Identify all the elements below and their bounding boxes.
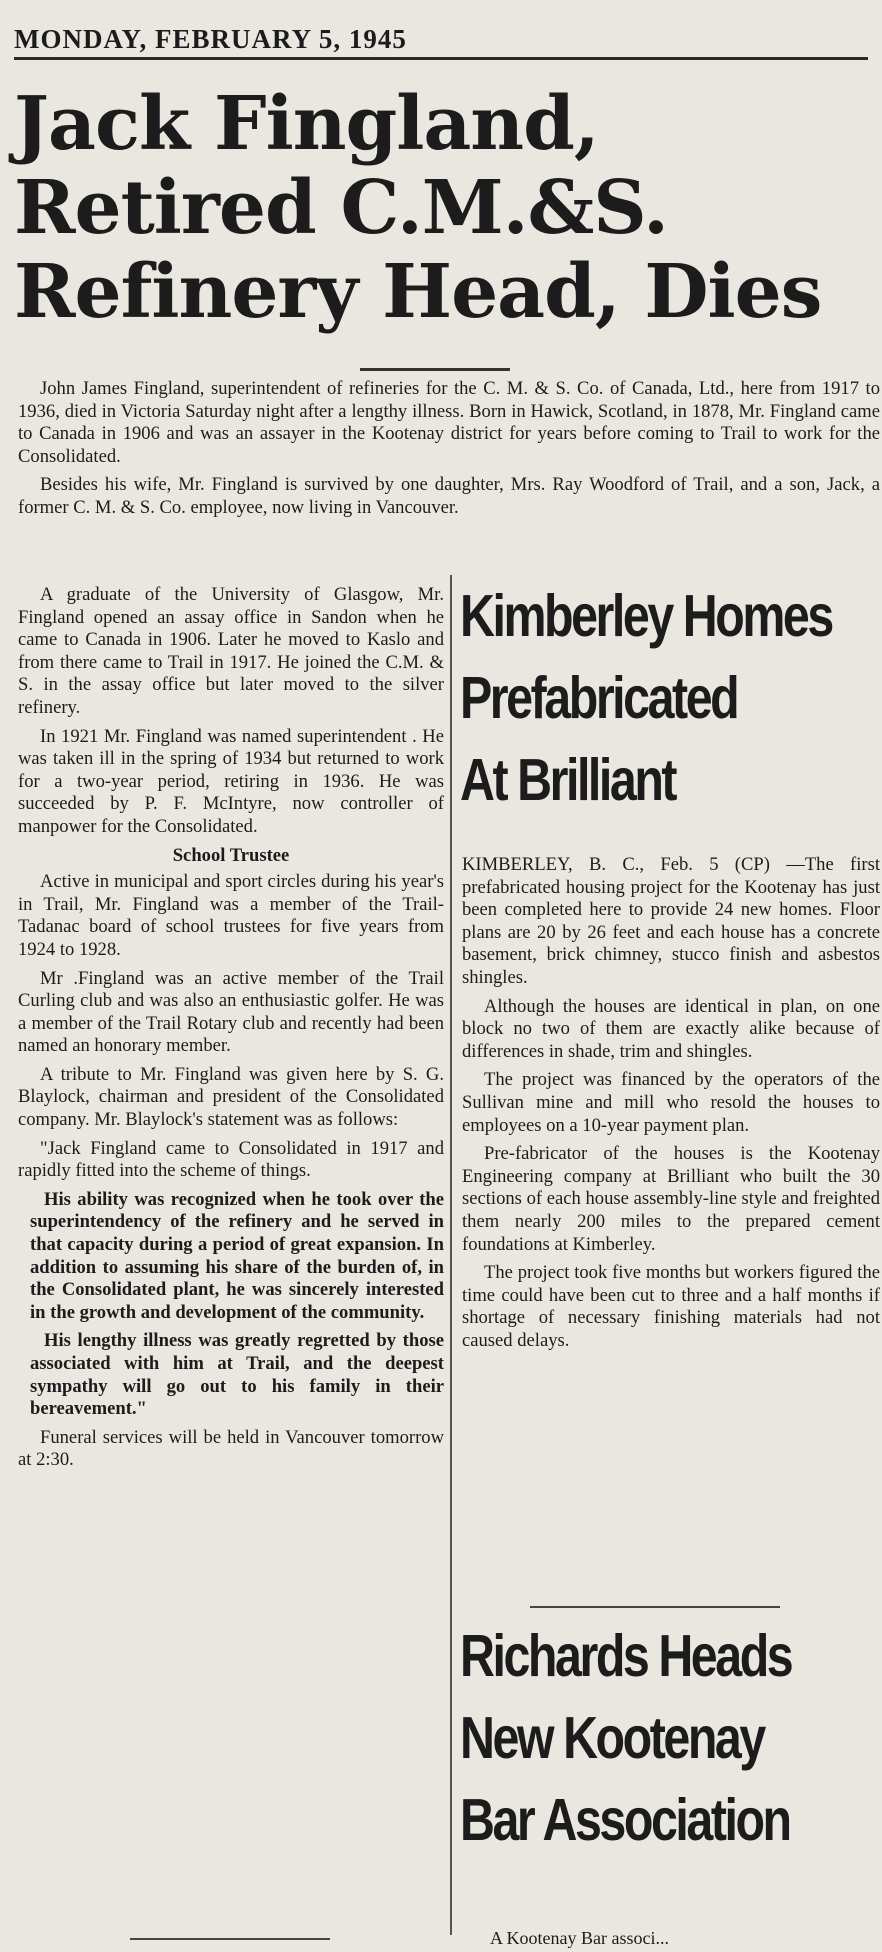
headline-rule [360,368,510,371]
paragraph: KIMBERLEY, B. C., Feb. 5 (CP) —The first prefabricated housing project for the Kootenay has just been completed here to provide 24 new homes. Floor plans are 20 by 26 feet and each house has a concrete basement, brick chimney, stucco finish and asbestos shingles. [462,854,880,988]
paragraph: "Jack Fingland came to Consolidated in 1917 and rapidly fitted into the scheme of things. [18,1137,444,1182]
headline-line: Refinery Head, Dies [14,249,822,335]
headline-line: New Kootenay [460,1705,764,1771]
side-story-2-partial: A Kootenay Bar associ... [490,1928,669,1948]
dateline: MONDAY, FEBRUARY 5, 1945 [14,24,868,60]
paragraph: A graduate of the University of Glasgow, Mr. Fingland opened an assay office in Sandon when he came to Canada in 1906. Later he moved to Kaslo and from there came to Trail in 1917. He joined the C.M. & S. in the assay office but later moved to the silver refinery. [18,584,444,718]
paragraph: Pre-fabricator of the houses is the Kootenay Engineering company at Brilliant who built the 30 sections of each house assembly-line style and freighted them nearly 200 miles to the prepared cement foundations at Kimberley. [462,1143,880,1255]
headline-line: Kimberley Homes [460,583,832,649]
quote-paragraph: His ability was recognized when he took over the superintendency of the refinery and he served in that capacity during a period of great expansion. In addition to assuming his share of the burden of, in the Consolidated plant, he was sincerely interested in the growth and development of the community. [30,1188,444,1323]
paragraph: A tribute to Mr. Fingland was given here by S. G. Blaylock, chairman and president of the Consolidated company. Mr. Blaylock's statement was as follows: [18,1063,444,1131]
article-left-column [18,584,444,1478]
headline-line: Bar Association [460,1787,790,1853]
column-divider [450,575,452,1935]
paragraph: Active in municipal and sport circles during his year's in Trail, Mr. Fingland was a member of the Trail-Tadanac board of school trustees for five years from 1924 to 1928. [18,871,444,960]
paragraph: John James Fingland, superintendent of refineries for the C. M. & S. Co. of Canada, Ltd., here from 1917 to 1936, died in Victoria Saturday night after a lengthy illness. Born in Hawick, Scotland, in 1878, Mr. Fingland came to Canada in 1906 and was an assayer in the Kootenay district for years before coming to Trail to work for the Consolidated. [18,378,880,467]
paragraph: The project was financed by the operators of the Sullivan mine and mill who resold the houses to employees on a 10-year payment plan. [462,1069,880,1136]
end-rule [130,1938,330,1940]
paragraph: The project took five months but workers figured the time could have been cut to three and a half months if shortage of necessary finishing materials had not caused delays. [462,1262,880,1351]
headline-line: Jack Fingland, [14,81,599,167]
paragraph: Funeral services will be held in Vancouver tomorrow at 2:30. [18,1426,444,1471]
side-story-1-body [462,854,880,1358]
side-headline-2 [460,1615,804,1861]
article-intro [18,378,880,526]
main-headline [14,82,874,334]
paragraph: In 1921 Mr. Fingland was named superintendent . He was taken ill in the spring of 1934 but returned to work for a two-year period, retiring in 1936. He was succeeded by P. F. McIntyre, now controller of manpower for the Consolidated. [18,725,444,837]
side-headline-1 [460,575,832,821]
quote-paragraph: His lengthy illness was greatly regretted by those associated with him at Trail, and the deepest sympathy will go out to his family in their bereavement." [30,1330,444,1420]
headline-line: Prefabricated [460,665,738,731]
paragraph: Besides his wife, Mr. Fingland is survived by one daughter, Mrs. Ray Woodford of Trail, and a son, Jack, a former C. M. & S. Co. employee, now living in Vancouver. [18,474,880,518]
subheading: School Trustee [172,844,290,866]
story-separator [530,1606,780,1608]
paragraph: Although the houses are identical in plan, on one block no two of them are exactly alike because of differences in shade, trim and shingles. [462,995,880,1062]
headline-line: Retired C.M.&S. [14,165,668,251]
headline-line: Richards Heads [460,1623,792,1689]
paragraph: Mr .Fingland was an active member of the Trail Curling club and was also an enthusiastic golfer. He was a member of the Trail Rotary club and recently had been named an honorary member. [18,967,444,1057]
headline-line: At Brilliant [460,747,676,813]
